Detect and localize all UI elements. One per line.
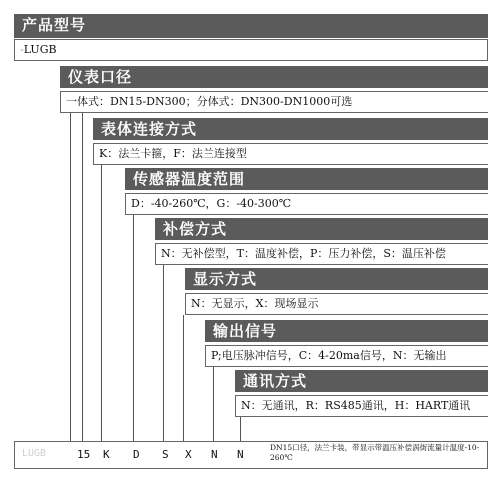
example-code-display: X bbox=[185, 448, 192, 461]
section-options-caliber: 一体式：DN15-DN300；分体式：DN300-DN1000可选 bbox=[60, 91, 488, 113]
connector-line-display bbox=[183, 315, 184, 441]
section-options-display: N：无显示，X：现场显示 bbox=[185, 293, 488, 315]
model-prefix-row bbox=[14, 39, 488, 61]
product-model-header: 产品型号 bbox=[14, 14, 488, 38]
section-title-caliber: 仪表口径 bbox=[60, 66, 488, 88]
section-options-connection: K：法兰卡箍，F：法兰连接型 bbox=[93, 143, 488, 165]
section-options-communication: N：无通讯，R：RS485通讯，H：HART通讯 bbox=[235, 395, 488, 417]
connector-line-temperature bbox=[133, 215, 134, 441]
section-options-temperature: D：-40-260℃，G：-40-300℃ bbox=[125, 193, 488, 215]
connector-line-communication bbox=[240, 417, 241, 441]
example-code-output: N bbox=[211, 448, 218, 461]
section-options-output: P;电压脉冲信号，C：4-20ma信号，N：无输出 bbox=[205, 345, 488, 367]
connector-line-output bbox=[213, 367, 214, 441]
example-code-communication: N bbox=[237, 448, 244, 461]
section-options-compensation: N：无补偿型，T：温度补偿，P：压力补偿，S：温压补偿 bbox=[155, 243, 488, 265]
example-code-temperature: D bbox=[133, 448, 140, 461]
section-title-output: 输出信号 bbox=[205, 320, 488, 342]
connector-line-caliber-2 bbox=[82, 113, 83, 441]
section-title-connection: 表体连接方式 bbox=[93, 118, 488, 140]
section-title-display: 显示方式 bbox=[185, 268, 488, 290]
example-code-caliber: 15 bbox=[77, 448, 91, 461]
model-prefix: LUGB bbox=[23, 43, 57, 56]
section-title-compensation: 补偿方式 bbox=[155, 218, 488, 240]
connector-line-compensation bbox=[163, 265, 164, 441]
connector-line-caliber bbox=[70, 113, 71, 441]
section-title-temperature: 传感器温度范围 bbox=[125, 168, 488, 190]
connector-line-connection bbox=[101, 165, 102, 441]
model-prefix-dash: - bbox=[20, 43, 24, 56]
example-ghost-prefix: LUGB bbox=[22, 448, 47, 459]
example-note: DN15口径，法兰卡装，带显示带温压补偿涡街流量计温度-10-260℃ bbox=[270, 443, 480, 462]
example-code-connection: K bbox=[103, 448, 110, 461]
section-title-communication: 通讯方式 bbox=[235, 370, 488, 392]
example-code-compensation: S bbox=[162, 448, 169, 461]
